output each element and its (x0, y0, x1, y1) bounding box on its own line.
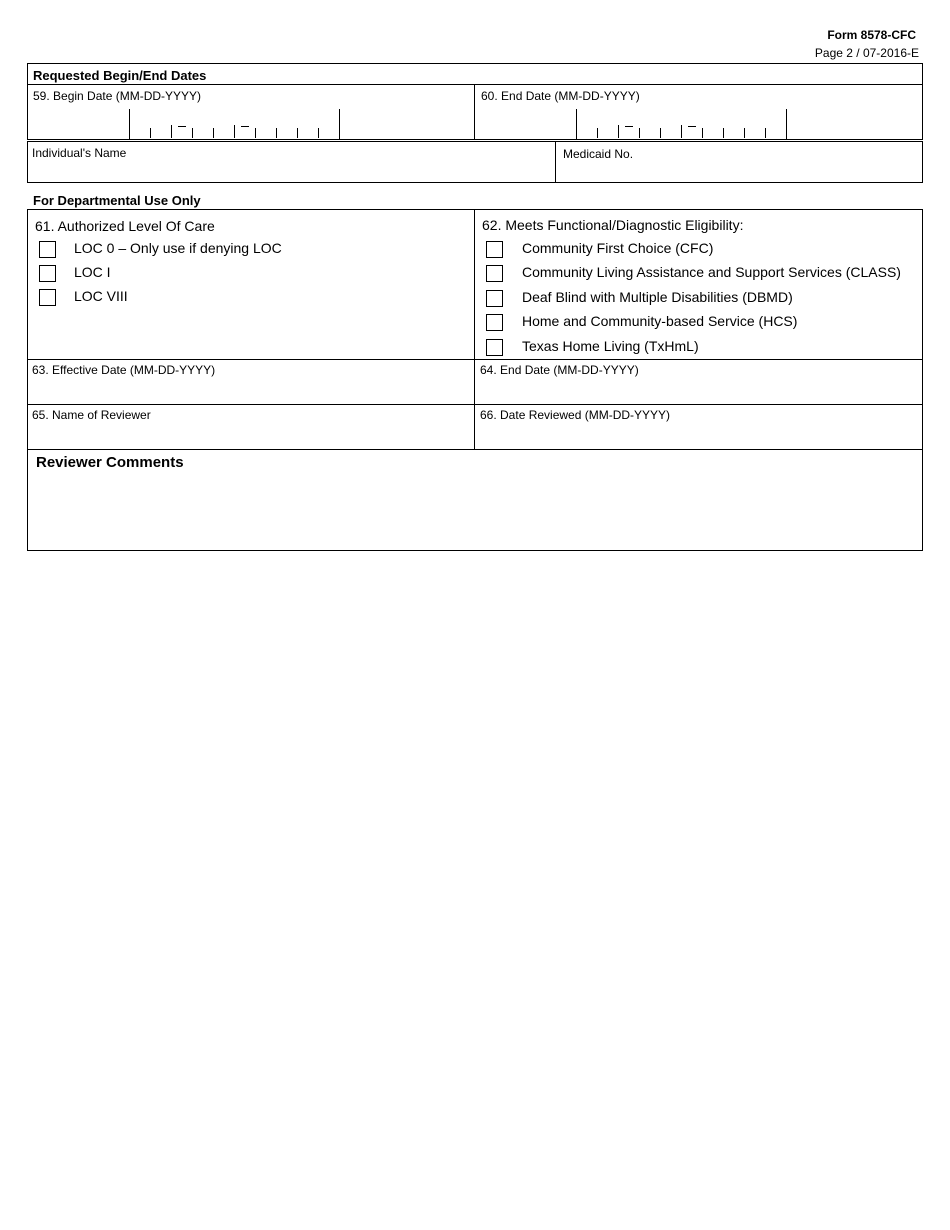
date-separator (625, 126, 633, 127)
comb-divider (150, 128, 151, 138)
date-separator (178, 126, 186, 127)
comb-divider (702, 128, 703, 138)
date-separator (241, 126, 249, 127)
comb-divider (213, 128, 214, 138)
divider (27, 449, 923, 450)
begin-date-label: 59. Begin Date (MM-DD-YYYY) (33, 89, 202, 103)
reviewer-name-label: 65. Name of Reviewer (32, 408, 151, 422)
txhml-checkbox[interactable] (486, 339, 503, 356)
comb-divider (297, 128, 298, 138)
divider (555, 141, 556, 183)
date-reviewed-label: 66. Date Reviewed (MM-DD-YYYY) (480, 408, 671, 422)
txhml-label: Texas Home Living (TxHmL) (522, 338, 699, 354)
reviewer-comments-title: Reviewer Comments (36, 454, 184, 471)
divider (27, 84, 923, 85)
loc-i-checkbox[interactable] (39, 265, 56, 282)
begin-date-field[interactable] (130, 108, 340, 139)
divider (27, 404, 923, 405)
comb-divider (576, 109, 577, 139)
date-separator (688, 126, 696, 127)
individual-name-field[interactable] (32, 162, 550, 180)
comb-divider (786, 109, 787, 139)
hcs-checkbox[interactable] (486, 314, 503, 331)
comb-divider (276, 128, 277, 138)
comb-divider (618, 125, 619, 138)
end-date-64-label: 64. End Date (MM-DD-YYYY) (480, 363, 639, 377)
comb-divider (192, 128, 193, 138)
divider (474, 84, 475, 140)
comb-divider (597, 128, 598, 138)
comb-divider (765, 128, 766, 138)
comb-divider (255, 128, 256, 138)
date-reviewed-field[interactable] (480, 425, 916, 445)
cfc-checkbox[interactable] (486, 241, 503, 258)
end-date-label: 60. End Date (MM-DD-YYYY) (481, 89, 640, 103)
comb-divider (660, 128, 661, 138)
departmental-title: For Departmental Use Only (33, 193, 201, 208)
cfc-label: Community First Choice (CFC) (522, 240, 714, 256)
comb-divider (171, 125, 172, 138)
comb-divider (129, 109, 130, 139)
effective-date-label: 63. Effective Date (MM-DD-YYYY) (32, 363, 216, 377)
comb-divider (234, 125, 235, 138)
form-number: Form 8578-CFC (827, 28, 916, 42)
comb-divider (318, 128, 319, 138)
loc-viii-label: LOC VIII (74, 288, 128, 304)
loc-viii-checkbox[interactable] (39, 289, 56, 306)
effective-date-field[interactable] (32, 380, 468, 400)
individual-name-label: Individual's Name (32, 146, 127, 160)
end-date-field[interactable] (577, 108, 787, 139)
class-label: Community Living Assistance and Support Services (CLASS) (522, 264, 901, 280)
end-date-64-field[interactable] (480, 380, 916, 400)
loc-label: 61. Authorized Level Of Care (35, 218, 215, 234)
hcs-label: Home and Community-based Service (HCS) (522, 313, 798, 329)
dbmd-label: Deaf Blind with Multiple Disabilities (DBMD) (522, 289, 793, 305)
medicaid-number-field[interactable] (563, 163, 918, 181)
loc-0-label: LOC 0 – Only use if denying LOC (74, 240, 282, 256)
page-info: Page 2 / 07-2016-E (814, 46, 919, 60)
divider (474, 209, 475, 450)
comb-divider (681, 125, 682, 138)
medicaid-number-label: Medicaid No. (563, 147, 634, 161)
reviewer-comments-field[interactable] (32, 474, 918, 548)
loc-i-label: LOC I (74, 264, 111, 280)
requested-dates-title: Requested Begin/End Dates (33, 68, 207, 83)
comb-divider (639, 128, 640, 138)
eligibility-label: 62. Meets Functional/Diagnostic Eligibility: (482, 217, 744, 233)
class-checkbox[interactable] (486, 265, 503, 282)
loc-0-checkbox[interactable] (39, 241, 56, 258)
divider (27, 359, 923, 360)
reviewer-name-field[interactable] (32, 425, 468, 445)
dbmd-checkbox[interactable] (486, 290, 503, 307)
comb-divider (744, 128, 745, 138)
comb-divider (723, 128, 724, 138)
comb-divider (339, 109, 340, 139)
